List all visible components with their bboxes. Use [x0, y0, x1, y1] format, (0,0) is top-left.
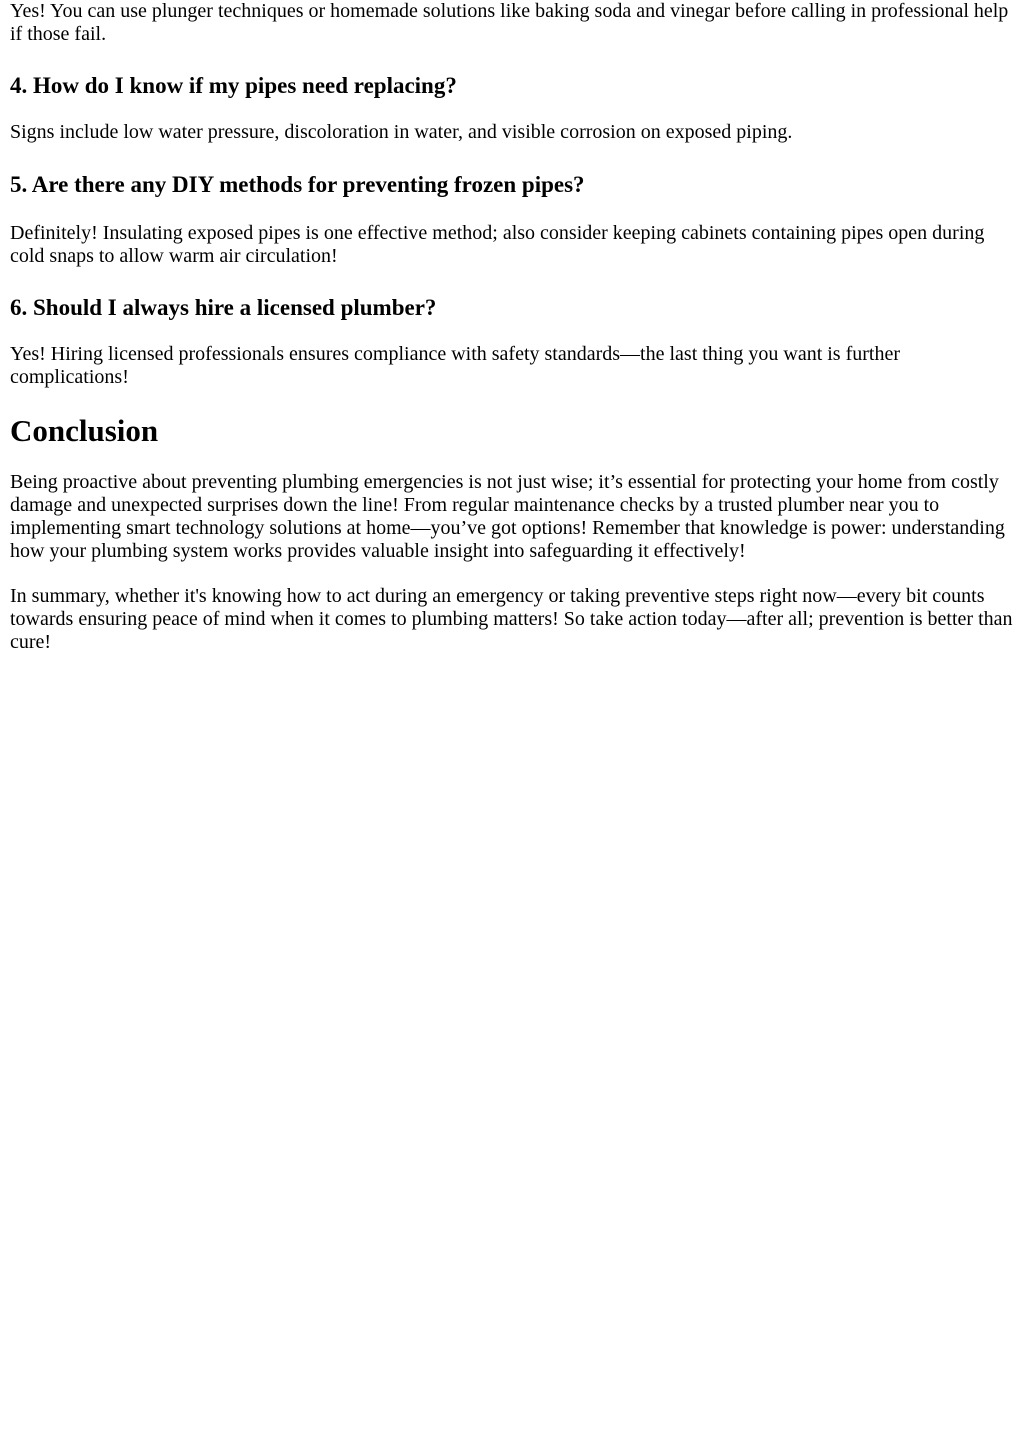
faq-answer-5: Definitely! Insulating exposed pipes is one effective method; also consider keeping cabinets containing pipes open during cold snaps to allow warm air circulation!: [10, 222, 985, 267]
faq-answer-4: Signs include low water pressure, discoloration in water, and visible corrosion on exposed piping.: [10, 121, 793, 143]
conclusion-heading: Conclusion: [10, 413, 159, 448]
article-content: [0, 0, 1024, 654]
faq-question-6: 6. Should I always hire a licensed plumber?: [10, 295, 437, 320]
faq-answer-3: Yes! You can use plunger techniques or homemade solutions like baking soda and vinegar before calling in professional help if those fail.: [10, 0, 1009, 45]
faq-question-4: 4. How do I know if my pipes need replacing?: [10, 73, 457, 98]
conclusion-paragraph-2: In summary, whether it's knowing how to act during an emergency or taking preventive steps right now—every bit counts towards ensuring peace of mind when it comes to plumbing matters! So take action today—after all; prevention is better than cure!: [10, 585, 1013, 653]
conclusion-paragraph-1: Being proactive about preventing plumbing emergencies is not just wise; it’s essential for protecting your home from costly damage and unexpected surprises down the line! From regular maintenance checks by a trusted plumber near you to implementing smart technology solutions at home—you’ve got options! Remember that knowledge is power: understanding how your plumbing system works provides valuable insight into safeguarding it effectively!: [10, 471, 1005, 562]
faq-question-5: 5. Are there any DIY methods for preventing frozen pipes?: [10, 172, 585, 197]
faq-answer-6: Yes! Hiring licensed professionals ensures compliance with safety standards—the last thing you want is further complications!: [10, 343, 900, 388]
